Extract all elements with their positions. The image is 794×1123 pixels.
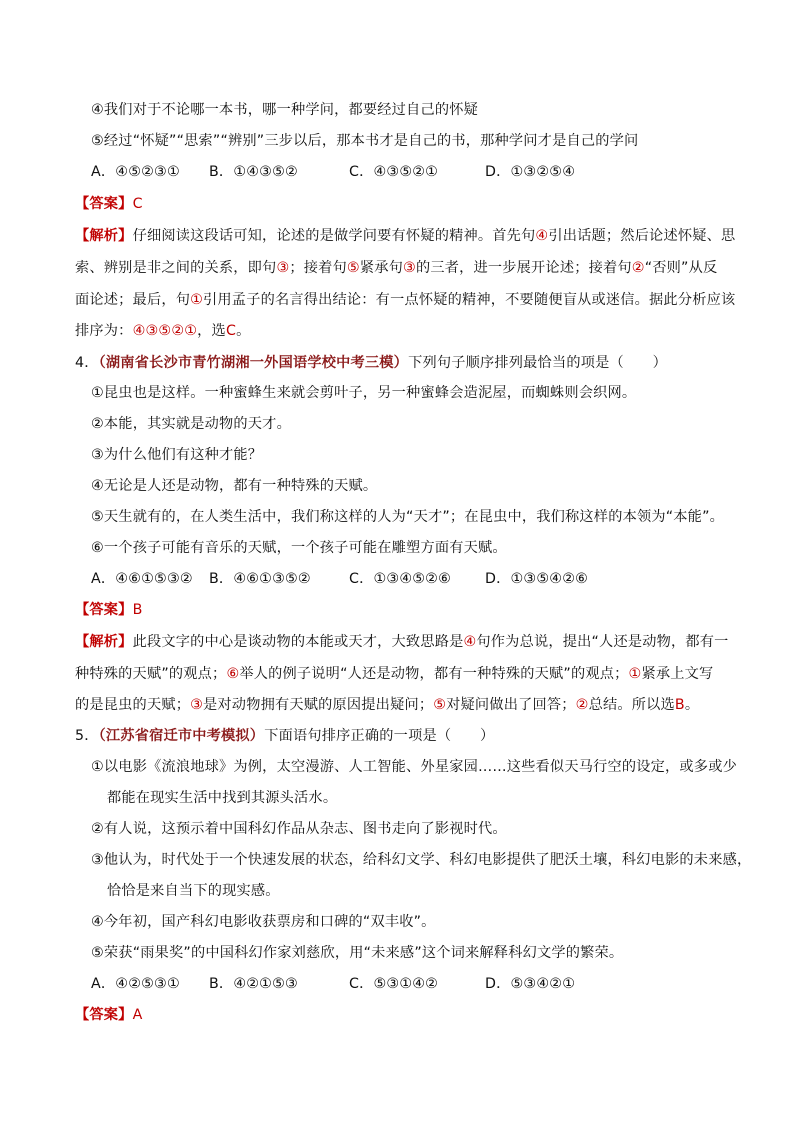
option-b: B．④⑥①③⑤② [209, 571, 311, 587]
q5-item-1: ①以电影《流浪地球》为例，太空漫游、人工智能、外星家园……这些看似天马行空的设定，或多或少 [91, 759, 737, 775]
analysis-text: 对疑问做出了回答； [446, 697, 576, 713]
options-row-q4 [91, 570, 588, 588]
question-number: 5． [75, 728, 99, 744]
analysis-ref: ④ [463, 634, 477, 650]
analysis-q3-line2 [75, 259, 717, 277]
item-4: ④我们对于不论哪一本书，哪一种学问，都要经过自己的怀疑 [91, 102, 478, 118]
analysis-text: 仔细阅读这段话可知，论述的是做学问要有怀疑的精神。首先句 [132, 228, 536, 244]
option-b: B．①④③⑤② [209, 164, 298, 180]
analysis-ref: ③ [276, 260, 290, 276]
option-d: D．⑤③④②① [485, 976, 576, 992]
option-a: A．④⑥①⑤③② [91, 571, 193, 587]
q4-item-4: ④无论是人还是动物，都有一种特殊的天赋。 [91, 478, 378, 494]
option-c: C．⑤③①④② [349, 976, 439, 992]
q5-item-2: ②有人说，这预示着中国科幻作品从杂志、图书走向了影视时代。 [91, 821, 507, 837]
option-a: A．④⑤②③① [91, 164, 180, 180]
analysis-ref: ⑤ [433, 697, 447, 713]
q4-item-2: ②本能，其实就是动物的天才。 [91, 416, 291, 432]
analysis-ref: ⑤ [346, 260, 360, 276]
option-a: A．④②⑤③① [91, 976, 180, 992]
analysis-ref: ⑥ [226, 666, 240, 682]
answer-tag: 【答案】 [75, 196, 133, 212]
option-b: B．④②①⑤③ [209, 976, 298, 992]
analysis-tag: 【解析】 [75, 634, 133, 650]
analysis-text: 引用孟子的名言得出结论：有一点怀疑的精神，不要随便盲从或迷信。据此分析应该 [203, 292, 736, 308]
analysis-ref: ② [575, 697, 589, 713]
answer-value: A [132, 1007, 143, 1023]
option-c: C．④③⑤②① [349, 164, 439, 180]
analysis-ref: ① [628, 666, 642, 682]
analysis-ref: ③ [403, 260, 416, 276]
analysis-text: 举人的例子说明“人还是动物，都有一种特殊的天赋”的观点； [239, 666, 629, 682]
q5-item-3: ③他认为，时代处于一个快速发展的状态，给科幻文学、科幻电影提供了肥沃土壤，科幻电影的未来感， [91, 852, 752, 868]
analysis-text: “否则”从反 [644, 260, 718, 276]
question-source: （湖南省长沙市青竹湖湘一外国语学校中考三模） [98, 355, 409, 371]
question-5-stem [75, 727, 494, 745]
answer-q5 [75, 1006, 142, 1024]
analysis-text: ；接着句 [289, 260, 347, 276]
q4-item-5: ⑤天生就有的，在人类生活中，我们称这样的人为“天才”；在昆虫中，我们称这样的本领为“本能”。 [91, 509, 725, 525]
analysis-text: ，选 [197, 323, 226, 339]
analysis-text: 排序为： [75, 323, 133, 339]
q4-item-1: ①昆虫也是这样。一种蜜蜂生来就会剪叶子，另一种蜜蜂会造泥屋，而蜘蛛则会织网。 [91, 385, 637, 401]
question-4-stem [75, 354, 667, 372]
analysis-q4-line3 [75, 696, 699, 714]
analysis-ref: ① [190, 292, 204, 308]
analysis-ref: ④③⑤②① [132, 323, 198, 339]
analysis-q3-line4 [75, 322, 250, 340]
analysis-q3-line3 [75, 291, 735, 309]
answer-q4 [75, 601, 143, 619]
question-text: 下面语句排序正确的一项是（ ） [264, 728, 495, 744]
options-row-q5 [91, 975, 575, 993]
analysis-ref: ④ [535, 228, 549, 244]
question-number: 4． [75, 355, 99, 371]
analysis-text: 面论述；最后，句 [75, 292, 191, 308]
analysis-q4-line2 [75, 665, 713, 683]
item-5: ⑤经过“怀疑”“思索”“辨别”三步以后，那本书才是自己的书，那种学问才是自己的学问 [91, 133, 639, 149]
option-c: C．①③④⑤②⑥ [349, 571, 452, 587]
q5-item-4: ④今年初，国产科幻电影收获票房和口碑的“双丰收”。 [91, 914, 436, 930]
question-text: 下列句子顺序排列最恰当的项是（ ） [408, 355, 668, 371]
q4-item-3: ③为什么他们有这种才能？ [91, 447, 263, 463]
option-d: D．①③②⑤④ [485, 164, 576, 180]
options-row-q3 [91, 163, 575, 181]
analysis-text: 种特殊的天赋”的观点； [75, 666, 227, 682]
analysis-text: 紧承上文写 [641, 666, 714, 682]
answer-tag: 【答案】 [75, 1007, 133, 1023]
analysis-text: 。 [236, 323, 251, 339]
answer-tag: 【答案】 [75, 602, 133, 618]
analysis-tag: 【解析】 [75, 228, 133, 244]
analysis-text: 此段文字的中心是谈动物的本能或天才，大致思路是 [132, 634, 464, 650]
question-source: （江苏省宿迁市中考模拟） [98, 728, 265, 744]
analysis-ref: C [225, 323, 237, 339]
q5-item-5: ⑤荣获“雨果奖”的中国科幻作家刘慈欣，用“未来感”这个词来解释科幻文学的繁荣。 [91, 945, 624, 961]
analysis-text: 索、辨别是非之间的关系，即句 [75, 260, 277, 276]
option-d: D．①③⑤④②⑥ [485, 571, 589, 587]
analysis-q3-line1 [75, 227, 735, 245]
answer-value: C [132, 196, 143, 212]
answer-q3 [75, 195, 143, 213]
answer-value: B [132, 602, 143, 618]
q5-item-1-cont: 都能在现实生活中找到其源头活水。 [107, 790, 338, 806]
analysis-text: 总结。所以选 [588, 697, 675, 713]
analysis-ref: ③ [190, 697, 204, 713]
analysis-text: 句作为总说，提出“人还是动物，都有一 [476, 634, 729, 650]
analysis-text: 的是昆虫的天赋； [75, 697, 191, 713]
analysis-ref: ② [631, 260, 645, 276]
q4-item-6: ⑥一个孩子可能有音乐的天赋，一个孩子可能在雕塑方面有天赋。 [91, 540, 507, 556]
analysis-text: 的三者，进一步展开论述；接着句 [415, 260, 632, 276]
analysis-ref: B [674, 697, 685, 713]
analysis-text: 是对动物拥有天赋的原因提出疑问； [203, 697, 434, 713]
q5-item-3-cont: 恰恰是来自当下的现实感。 [107, 883, 280, 899]
analysis-text: 紧承句 [359, 260, 404, 276]
analysis-q4-line1 [75, 633, 729, 651]
analysis-text: 引出话题；然后论述怀疑、思 [548, 228, 736, 244]
analysis-text: 。 [684, 697, 700, 713]
